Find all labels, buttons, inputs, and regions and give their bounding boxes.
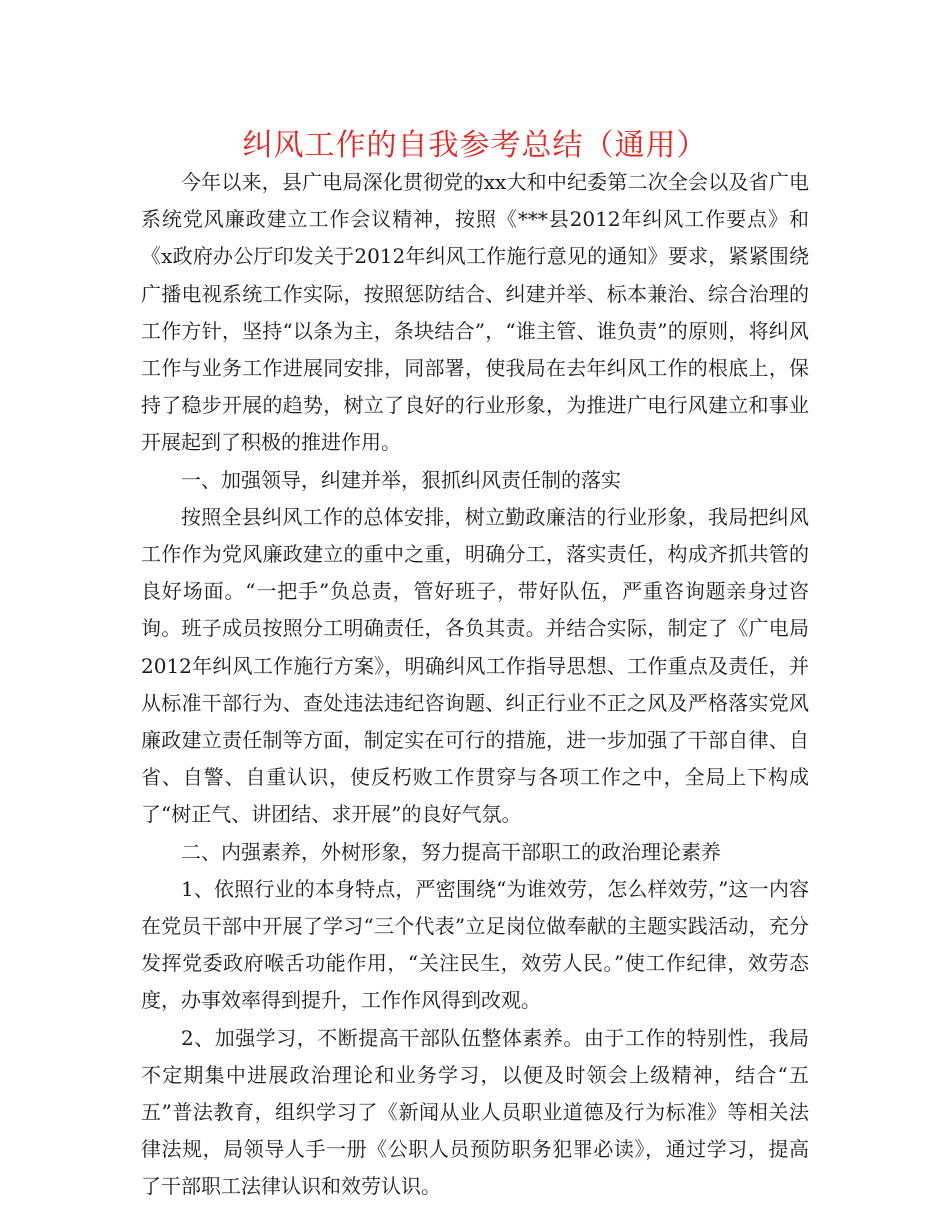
- document-body: [141, 164, 809, 1206]
- document-title: 纠风工作的自我参考总结（通用）: [242, 128, 708, 163]
- section-heading-2: 二、内强素养，外树形象，努力提高干部职工的政治理论素养: [181, 839, 721, 864]
- section-heading-1: 一、加强领导，纠建并举，狠抓纠风责任制的落实: [181, 467, 621, 492]
- intro-paragraph: 今年以来，县广电局深化贯彻党的xx大和中纪委第二次全会以及省广电系统党风廉政建立工作会议精神，按照《***县2012年纠风工作要点》和《x政府办公厅印发关于2012年纠风工作施行意见的通知》要求，紧紧围绕广播电视系统工作实际，按照惩防结合、纠建并举、标本兼治、综合治理的工作方针，坚持“以条为主，条块结合”，“谁主管、谁负责”的原则，将纠风工作与业务工作进展同安排，同部署，使我局在去年纠风工作的根底上，保持了稳步开展的趋势，树立了良好的行业形象，为推进广电行风建立和事业开展起到了积极的推进作用。: [141, 170, 809, 455]
- section-2-item-1: 1、依照行业的本身特点，严密围绕“为谁效劳，怎么样效劳，”这一内容在党员干部中开展了学习“三个代表”立足岗位做奉献的主题实践活动，充分发挥党委政府喉舌功能作用，“关注民生，效劳人民。”使工作纪律，效劳态度，办事效率得到提升，工作作风得到改观。: [141, 876, 809, 1013]
- section-1-paragraph: 按照全县纠风工作的总体安排，树立勤政廉洁的行业形象，我局把纠风工作作为党风廉政建立的重中之重，明确分工，落实责任，构成齐抓共管的良好场面。“一把手”负总责，管好班子，带好队伍，严重咨询题亲身过咨询。班子成员按照分工明确责任，各负其责。并结合实际，制定了《广电局2012年纠风工作施行方案》，明确纠风工作指导思想、工作重点及责任，并从标准干部行为、查处违法违纪咨询题、纠正行业不正之风及严格落实党风廉政建立责任制等方面，制定实在可行的措施，进一步加强了干部自律、自省、自警、自重认识，使反朽败工作贯穿与各项工作之中，全局上下构成了“树正气、讲团结、求开展”的良好气氛。: [141, 504, 809, 827]
- section-2-item-2: 2、加强学习，不断提高干部队伍整体素养。由于工作的特别性，我局不定期集中进展政治理论和业务学习，以便及时领会上级精神，结合“五五”普法教育，组织学习了《新闻从业人员职业道德及行为标准》等相关法律法规，局领导人手一册《公职人员预防职务犯罪必读》，通过学习，提高了干部职工法律认识和效劳认识。: [141, 1025, 809, 1199]
